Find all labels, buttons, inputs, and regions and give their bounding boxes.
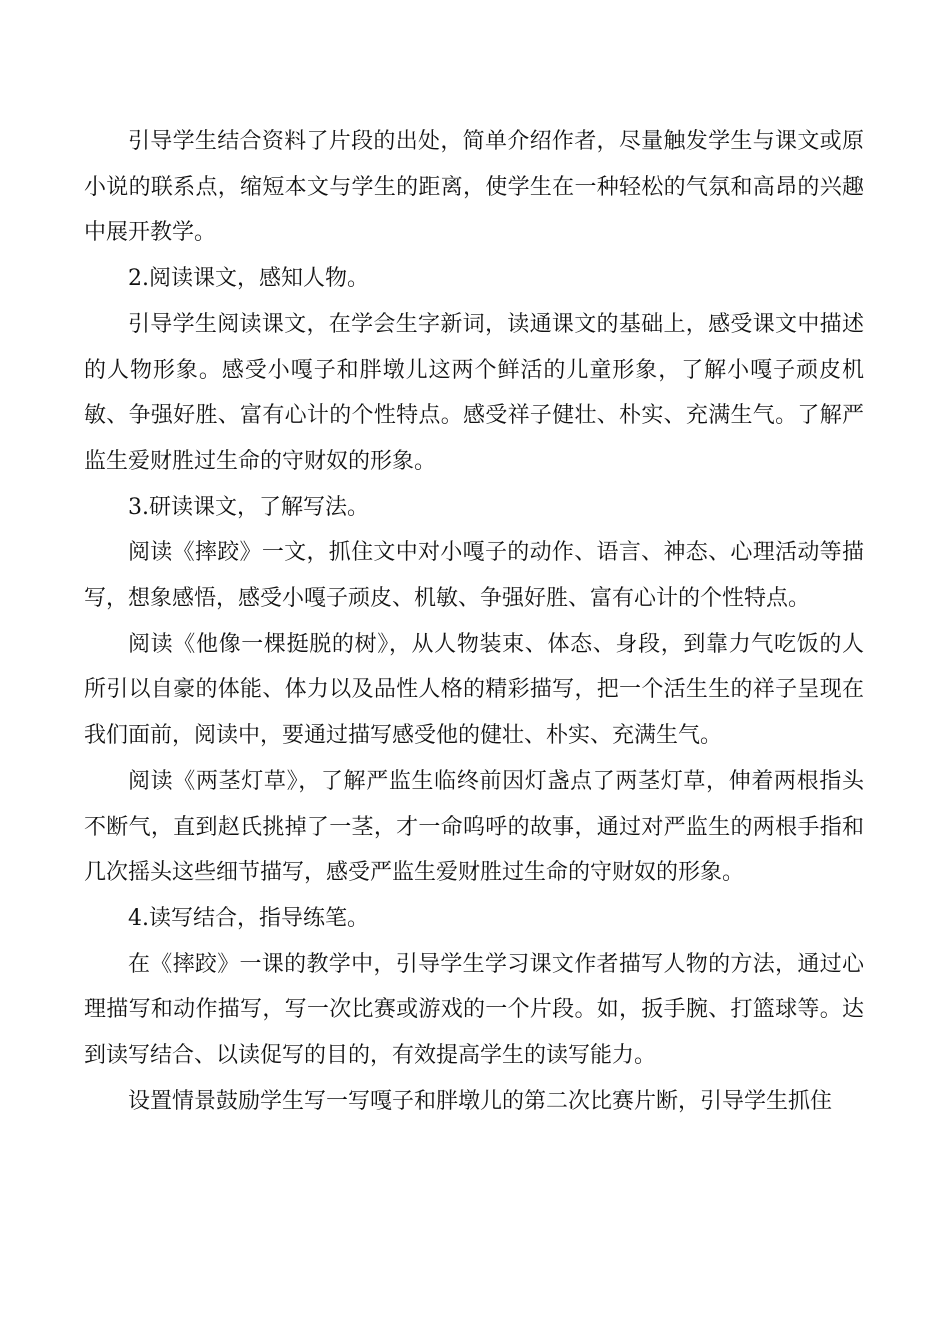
paragraph-lamp-grass: 阅读《两茎灯草》，了解严监生临终前因灯盏点了两茎灯草，伸着两根指头不断气，直到赵氏挑掉了一茎，才一命呜呼的故事，通过对严监生的两根手指和几次摇头这些细节描写，感受严监生爱财胜过生命的守财奴的形象。: [84, 768, 864, 886]
section-heading-4: 4.读写结合，指导练笔。: [128, 905, 369, 931]
paragraph-intro-materials: 引导学生结合资料了片段的出处，简单介绍作者，尽量触发学生与课文或原小说的联系点，缩短本文与学生的距离，使学生在一种轻松的气氛和高昂的兴趣中展开教学。: [84, 129, 864, 246]
paragraph-read-perceive: 引导学生阅读课文，在学会生字新词，读通课文的基础上，感受课文中描述的人物形象。感受小嘎子和胖墩儿这两个鲜活的儿童形象，了解小嘎子顽皮机敏、争强好胜、富有心计的个性特点。感受祥子健壮、朴实、充满生气。了解严监生爱财胜过生命的守财奴的形象。: [84, 311, 864, 474]
section-heading-2: 2.阅读课文，感知人物。: [128, 266, 369, 292]
section-heading-3: 3.研读课文，了解写法。: [128, 494, 369, 520]
paragraph-reading-writing: 在《摔跤》一课的教学中，引导学生学习课文作者描写人物的方法，通过心理描写和动作描写，写一次比赛或游戏的一个片段。如，扳手腕、打篮球等。达到读写结合、以读促写的目的，有效提高学生的读写能力。: [84, 951, 864, 1069]
document-body: [84, 119, 864, 1124]
paragraph-scenario: 设置情景鼓励学生写一写嘎子和胖墩儿的第二次比赛片断，引导学生抓住: [128, 1088, 833, 1114]
paragraph-wrestling: 阅读《摔跤》一文，抓住文中对小嘎子的动作、语言、神态、心理活动等描写，想象感悟，感受小嘎子顽皮、机敏、争强好胜、富有心计的个性特点。: [84, 540, 864, 612]
paragraph-xiangzi: 阅读《他像一棵挺脱的树》，从人物装束、体态、身段，到靠力气吃饭的人所引以自豪的体能、体力以及品性人格的精彩描写，把一个活生生的祥子呈现在我们面前，阅读中，要通过描写感受他的健壮、朴实、充满生气。: [84, 631, 864, 749]
